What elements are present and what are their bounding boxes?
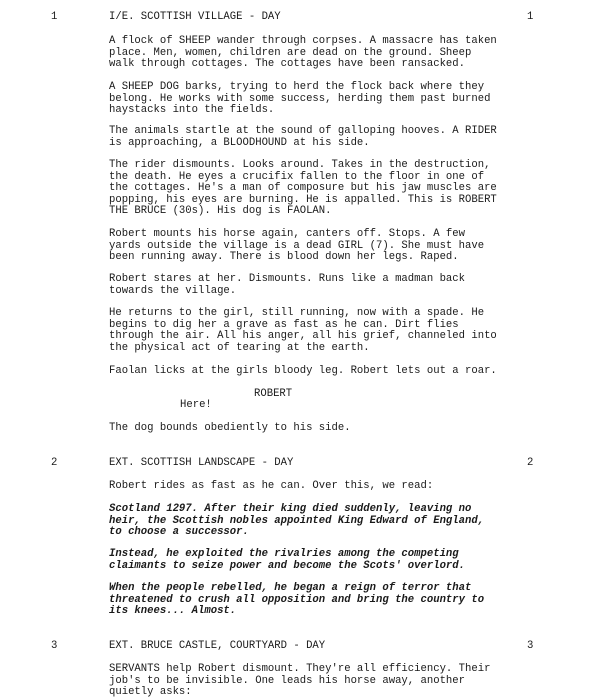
action-paragraph: The rider dismounts. Looks around. Takes in the destruction, the death. He eyes a crucifix fallen to the floor in one of the cottages. He's a man of composure but his jaw muscles are popping, his eyes are burning. He is appalled. This is ROBERT THE BRUCE (30s). His dog is FAOLAN. [109, 159, 497, 218]
scene-number-left: 3 [51, 640, 58, 652]
action-paragraph: He returns to the girl, still running, now with a spade. He begins to dig her a grave as fast as he can. Dirt flies through the air. All his anger, all his grief, channeled into the physical act of tearing at the earth. [109, 307, 497, 354]
scene-heading: EXT. BRUCE CASTLE, COURTYARD - DAY [109, 640, 326, 652]
dialogue-line: Here! [180, 399, 212, 411]
action-paragraph: Robert mounts his horse again, canters off. Stops. A few yards outside the village is a dead GIRL (7). She must have been running away. There is blood down her legs. Raped. [109, 228, 485, 264]
scene-number-right: 1 [527, 11, 534, 23]
title-card-text: Scotland 1297. After their king died suddenly, leaving no heir, the Scottish nobles appointed King Edward of England, to choose a successor. [109, 503, 485, 539]
scene-number-left: 1 [51, 11, 58, 23]
title-card-text: When the people rebelled, he began a reign of terror that threatened to crush all opposition and bring the country to its knees... Almost. [109, 582, 485, 618]
action-paragraph: A SHEEP DOG barks, trying to herd the flock back where they belong. He works with some success, herding them past burned haystacks into the fields. [109, 81, 491, 117]
scene-heading: I/E. SCOTTISH VILLAGE - DAY [109, 11, 281, 23]
action-paragraph: Faolan licks at the girls bloody leg. Robert lets out a roar. [109, 365, 497, 377]
action-paragraph: The animals startle at the sound of galloping hooves. A RIDER is approaching, a BLOODHOUND at his side. [109, 125, 497, 149]
scene-number-left: 2 [51, 457, 58, 469]
title-card-text: Instead, he exploited the rivalries among the competing claimants to seize power and become the Scots' overlord. [109, 548, 466, 572]
scene-heading: EXT. SCOTTISH LANDSCAPE - DAY [109, 457, 294, 469]
action-paragraph: A flock of SHEEP wander through corpses. A massacre has taken place. Men, women, children are dead on the ground. Sheep walk through cottages. The cottages have been ransacked. [109, 35, 497, 71]
action-paragraph: Robert stares at her. Dismounts. Runs like a madman back towards the village. [109, 273, 466, 297]
action-paragraph: The dog bounds obediently to his side. [109, 422, 351, 434]
scene-number-right: 2 [527, 457, 534, 469]
action-paragraph: SERVANTS help Robert dismount. They're all efficiency. Their job's to be invisible. One leads his horse away, another quietly asks: [109, 663, 491, 699]
character-name: ROBERT [254, 388, 293, 400]
action-paragraph: Robert rides as fast as he can. Over this, we read: [109, 480, 434, 492]
scene-number-right: 3 [527, 640, 534, 652]
